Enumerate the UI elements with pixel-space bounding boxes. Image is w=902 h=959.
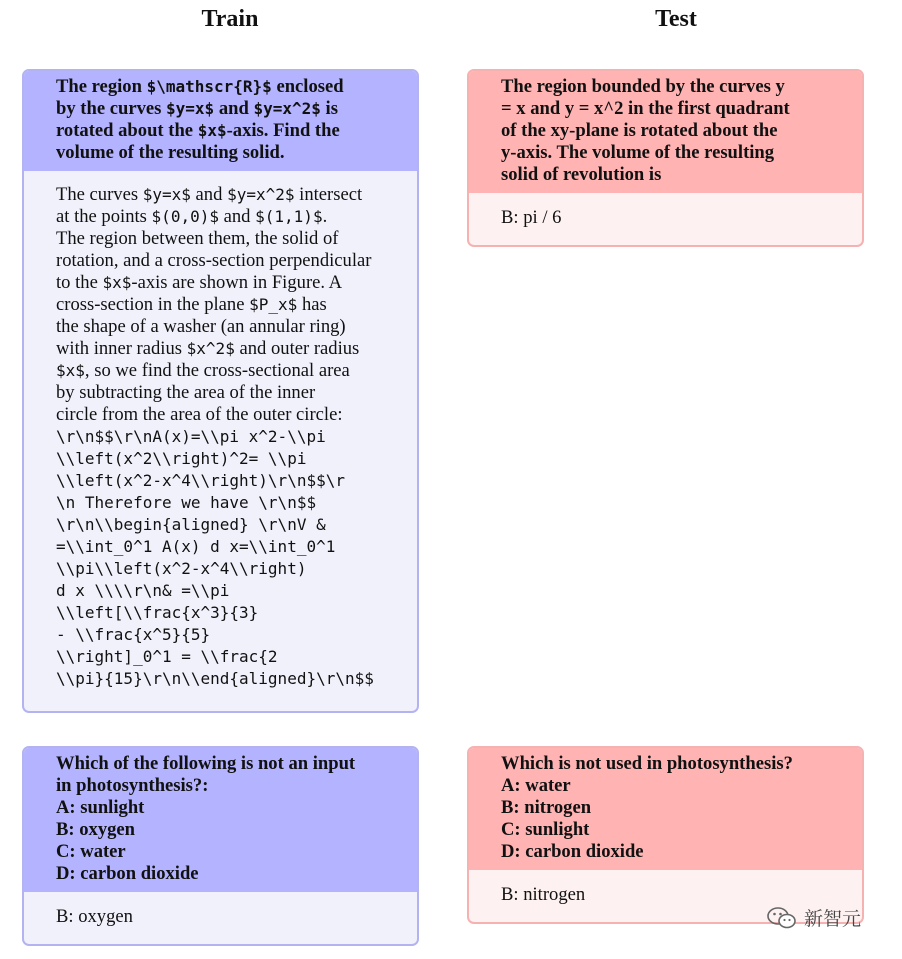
question-line: Which is not used in photosynthesis? xyxy=(501,753,793,774)
watermark xyxy=(766,904,861,931)
test-example-2 xyxy=(467,746,864,924)
question-line: y-axis. The volume of the resulting xyxy=(501,142,775,163)
answer-line: \\pi}{15}\r\n\\end{aligned}\r\n$$ xyxy=(56,669,374,688)
answer-line: cross-section in the plane $P_x$ has xyxy=(56,294,327,315)
question-line: B: nitrogen xyxy=(501,797,592,818)
answer-line: The region between them, the solid of xyxy=(56,228,339,249)
question-line: of the xy-plane is rotated about the xyxy=(501,120,778,141)
answer-line: by subtracting the area of the inner xyxy=(56,382,316,403)
question-line: C: sunlight xyxy=(501,819,590,840)
answer-line: the shape of a washer (an annular ring) xyxy=(56,316,346,337)
question-line: by the curves $y=x$ and $y=x^2$ is xyxy=(56,98,338,119)
question-line: = x and y = x^2 in the first quadrant xyxy=(501,98,790,119)
answer-line: rotation, and a cross-section perpendicular xyxy=(56,250,372,271)
question-line: A: water xyxy=(501,775,571,796)
answer-line: \\pi\\left(x^2-x^4\\right) xyxy=(56,559,307,578)
question-line: in photosynthesis?: xyxy=(56,775,209,796)
answer-line: \\left[\\frac{x^3}{3} xyxy=(56,603,259,622)
test-example-1-answer xyxy=(469,193,862,239)
test-example-1 xyxy=(467,69,864,247)
answer-line: \\left(x^2-x^4\\right)\r\n$$\r xyxy=(56,471,345,490)
answer-line: \\left(x^2\\right)^2= \\pi xyxy=(56,449,307,468)
question-line: The region $\mathscr{R}$ enclosed xyxy=(56,76,344,97)
train-example-1-answer xyxy=(24,171,417,700)
answer-line: to the $x$-axis are shown in Figure. A xyxy=(56,272,343,293)
question-line: A: sunlight xyxy=(56,797,145,818)
answer-line: at the points $(0,0)$ and $(1,1)$. xyxy=(56,206,328,227)
answer-line: $x$, so we find the cross-sectional area xyxy=(56,360,350,381)
question-line: C: water xyxy=(56,841,126,862)
answer-line: d x \\\\r\n& =\\pi xyxy=(56,581,230,600)
question-line: D: carbon dioxide xyxy=(501,841,644,862)
answer-line: The curves $y=x$ and $y=x^2$ intersect xyxy=(56,184,363,205)
wechat-icon xyxy=(766,906,798,930)
question-line: rotated about the $x$-axis. Find the xyxy=(56,120,340,141)
test-example-1-question xyxy=(469,71,862,193)
train-example-2 xyxy=(22,746,419,946)
answer-line: \n Therefore we have \r\n$$ xyxy=(56,493,317,512)
answer-line: - \\frac{x^5}{5} xyxy=(56,625,211,644)
test-column-title: Test xyxy=(655,6,697,32)
answer-text: B: nitrogen xyxy=(501,884,586,905)
question-line: solid of revolution is xyxy=(501,164,662,185)
answer-line: \\right]_0^1 = \\frac{2 xyxy=(56,647,278,666)
train-example-2-question xyxy=(24,748,417,892)
answer-line: =\\int_0^1 A(x) d x=\\int_0^1 xyxy=(56,537,336,556)
answer-text: B: pi / 6 xyxy=(501,207,562,228)
question-line: The region bounded by the curves y xyxy=(501,76,785,97)
train-example-1-question xyxy=(24,71,417,171)
answer-line: \r\n\\begin{aligned} \r\nV & xyxy=(56,515,326,534)
question-line: volume of the resulting solid. xyxy=(56,142,285,163)
question-line: D: carbon dioxide xyxy=(56,863,199,884)
train-example-2-answer xyxy=(24,892,417,938)
answer-line: circle from the area of the outer circle: xyxy=(56,404,343,425)
question-line: B: oxygen xyxy=(56,819,136,840)
answer-line: with inner radius $x^2$ and outer radius xyxy=(56,338,360,359)
answer-text: B: oxygen xyxy=(56,906,133,927)
question-line: Which of the following is not an input xyxy=(56,753,356,774)
train-column-title: Train xyxy=(201,6,259,32)
answer-line: \r\n$$\r\nA(x)=\\pi x^2-\\pi xyxy=(56,427,326,446)
test-example-2-question xyxy=(469,748,862,870)
train-example-1 xyxy=(22,69,419,713)
watermark-text: 新智元 xyxy=(804,908,862,930)
